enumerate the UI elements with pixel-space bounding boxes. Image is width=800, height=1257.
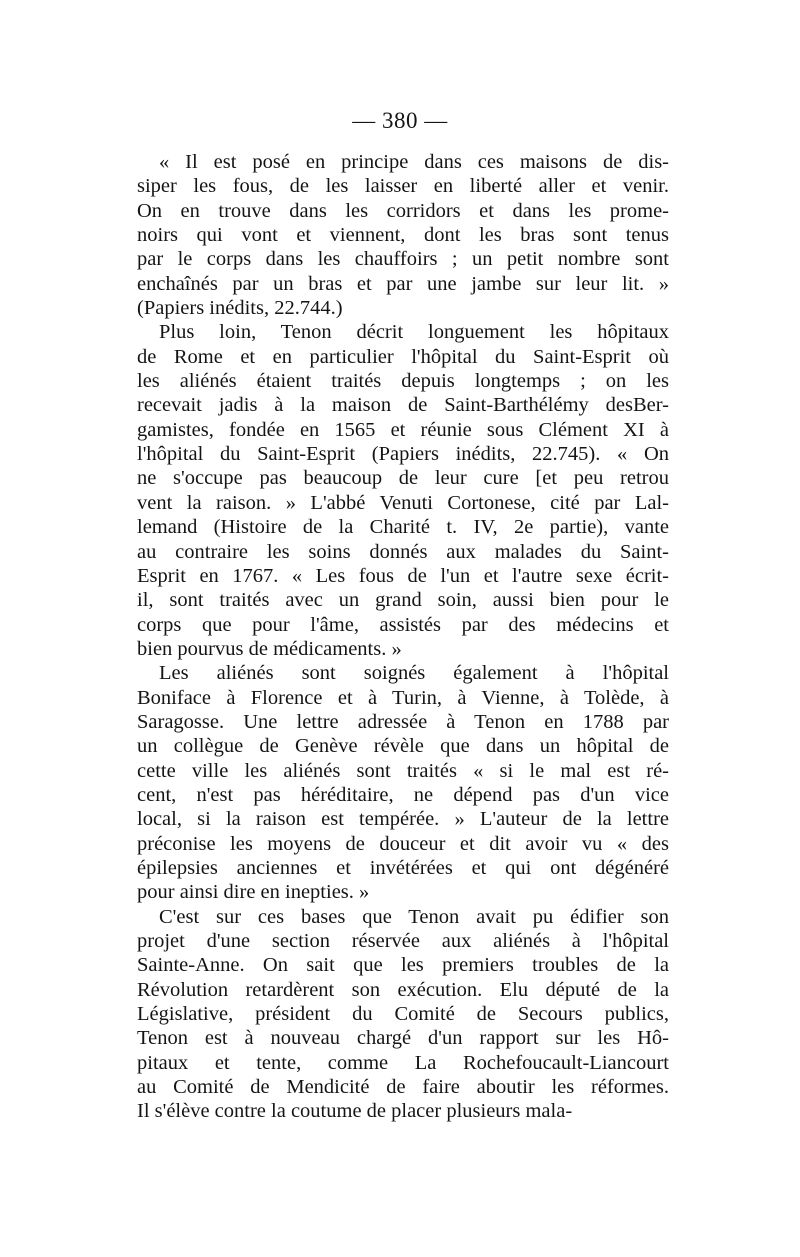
text-line: siper les fous, de les laisser en liberté aller et venir. <box>137 175 669 198</box>
text-line: il, sont traités avec un grand soin, aussi bien pour le <box>137 589 669 612</box>
text-line: Esprit en 1767. « Les fous de l'un et l'autre sexe écrit- <box>137 564 669 587</box>
text-line: cette ville les aliénés sont traités « si le mal est ré- <box>137 759 669 782</box>
text-line: un collègue de Genève révèle que dans un hôpital de <box>137 735 669 758</box>
paragraph <box>137 661 669 904</box>
page-number: — 380 — <box>352 108 448 133</box>
text-line: lemand (Histoire de la Charité t. IV, 2e partie), vante <box>137 516 669 539</box>
text-line: projet d'une section réservée aux aliénés à l'hôpital <box>137 930 669 952</box>
text-line: (Papiers inédits, 22.744.) <box>137 297 343 320</box>
text-line: pour ainsi dire en inepties. » <box>137 881 370 904</box>
text-line: Révolution retardèrent son exécution. Elu député de la <box>137 978 669 1001</box>
text-line: vent la raison. » L'abbé Venuti Cortonese, cité par Lal- <box>137 491 669 514</box>
text-line: par le corps dans les chauffoirs ; un petit nombre sont <box>137 248 669 271</box>
text-line: Il s'élève contre la coutume de placer plusieurs mala- <box>137 1100 573 1123</box>
paragraph <box>137 150 669 320</box>
text-line: de Rome et en particulier l'hôpital du Saint-Esprit où <box>137 345 669 368</box>
text-line: « Il est posé en principe dans ces maisons de dis- <box>159 151 669 173</box>
text-line: Saragosse. Une lettre adressée à Tenon en 1788 par <box>137 710 669 733</box>
text-line: ne s'occupe pas beaucoup de leur cure [et peu retrou <box>137 467 669 490</box>
text-line: Plus loin, Tenon décrit longuement les hôpitaux <box>159 321 669 344</box>
body-text <box>137 150 669 1124</box>
text-line: noirs qui vont et viennent, dont les bras sont tenus <box>137 224 669 247</box>
text-line: enchaînés par un bras et par une jambe sur leur lit. » <box>137 272 669 295</box>
text-line: gamistes, fondée en 1565 et réunie sous Clément XI à <box>137 418 669 441</box>
text-line: Tenon est à nouveau chargé d'un rapport sur les Hô- <box>137 1027 669 1050</box>
text-line: bien pourvus de médicaments. » <box>137 637 402 660</box>
text-line: On en trouve dans les corridors et dans les prome- <box>137 199 669 222</box>
text-line: cent, n'est pas héréditaire, ne dépend pas d'un vice <box>137 783 669 806</box>
paragraph <box>137 905 669 1124</box>
text-line: les aliénés étaient traités depuis longtemps ; on les <box>137 370 669 393</box>
text-line: corps que pour l'âme, assistés par des médecins et <box>137 613 669 636</box>
paragraph <box>137 320 669 661</box>
text-line: l'hôpital du Saint-Esprit (Papiers inédits, 22.745). « On <box>137 443 669 466</box>
text-line: C'est sur ces bases que Tenon avait pu édifier son <box>159 905 669 928</box>
text-line: au contraire les soins donnés aux malades du Saint- <box>137 540 669 563</box>
text-line: pitaux et tente, comme La Rochefoucault-Liancourt <box>137 1051 669 1074</box>
text-line: Boniface à Florence et à Turin, à Vienne, à Tolède, à <box>137 686 669 709</box>
text-line: local, si la raison est tempérée. » L'auteur de la lettre <box>137 808 669 831</box>
text-line: Législative, président du Comité de Secours publics, <box>137 1003 669 1026</box>
text-line: préconise les moyens de douceur et dit avoir vu « des <box>137 832 669 855</box>
text-line: Les aliénés sont soignés également à l'hôpital <box>159 662 669 685</box>
text-line: Sainte-Anne. On sait que les premiers troubles de la <box>137 954 669 977</box>
text-line: recevait jadis à la maison de Saint-Barthélémy desBer- <box>137 394 669 417</box>
text-line: épilepsies anciennes et invétérées et qui ont dégénéré <box>137 856 669 879</box>
text-line: au Comité de Mendicité de faire aboutir les réformes. <box>137 1076 669 1099</box>
